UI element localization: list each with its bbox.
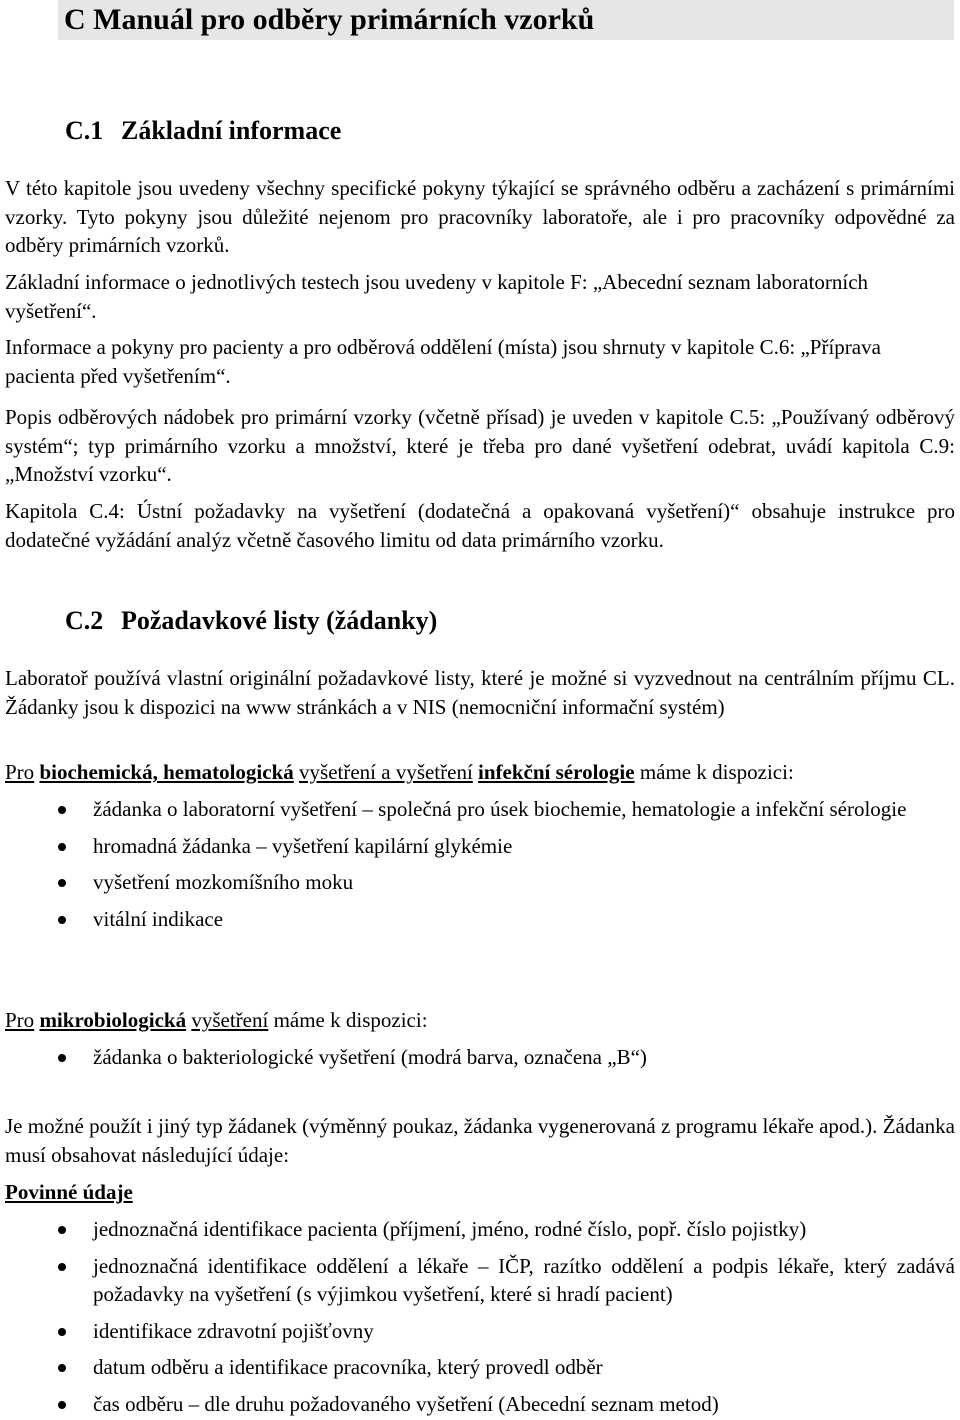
list-item [0,1215,955,1244]
list-item [0,1252,955,1309]
list-item-text: identifikace zdravotní pojišťovny [93,1318,374,1343]
section-title: Požadavkové listy (žádanky) [121,606,438,635]
micro-intro [5,1006,955,1035]
bullet-icon [58,1054,66,1062]
list-item [0,905,955,934]
section-heading-c2 [65,606,437,636]
bold-underlined-text: infekční sérologie [478,760,635,784]
underlined-text: vyšetření a vyšetření [299,760,473,784]
bullet-icon [58,843,66,851]
bullet-icon [58,1263,66,1271]
bullet-icon [58,1328,66,1336]
paragraph: Je možné použít i jiný typ žádanek (výměnný poukaz, žádanka vygenerovaná z programu lékaře apod.). Žádanka musí obsahovat následující údaje: [5,1114,955,1167]
bullet-icon [58,1401,66,1409]
paragraph: V této kapitole jsou uvedeny všechny specifické pokyny týkající se správného odběru a zacházení s primárními vzorky. Tyto pokyny jsou důležité nejenom pro pracovníky laboratoře, ale i pro pracovníky odpovědné za odběry primárních vzorků. [5,176,955,257]
bullet-icon [58,916,66,924]
plain-text: máme k dispozici: [273,1008,428,1032]
bold-underlined-text: mikrobiologická [39,1008,187,1032]
paragraph: Kapitola C.4: Ústní požadavky na vyšetření (dodatečná a opakovaná vyšetření)“ obsahuje instrukce pro dodatečné vyžádání analýz včetně časového limitu od data primárního vzorku. [5,499,955,552]
list-item [0,1353,955,1382]
underlined-text: Pro [5,1008,35,1032]
list-item-text: čas odběru – dle druhu požadovaného vyšetření (Abecední seznam metod) [93,1391,719,1416]
list-item-text: žádanka o laboratorní vyšetření – společná pro úsek biochemie, hematologie a infekční sérologie [93,797,907,821]
list-item-text: žádanka o bakteriologické vyšetření (modrá barva, označena „B“) [93,1045,647,1069]
list-item-text: datum odběru a identifikace pracovníka, který provedl odběr [93,1355,603,1379]
bullet-icon [58,1364,66,1372]
list-item [0,1317,955,1346]
plain-text: máme k dispozici: [639,760,794,784]
bullet-icon [58,879,66,887]
biochem-intro [5,758,955,787]
chapter-title-bar [58,0,954,40]
bullet-icon [58,1226,66,1234]
bullet-icon [58,806,66,814]
paragraph: Laboratoř používá vlastní originální požadavkové listy, které je možné si vyzvednout na centrálním příjmu CL. Žádanky jsou k dispozici na www stránkách a v NIS (nemocniční informační systém) [5,666,955,719]
list-item [0,1043,955,1072]
biochem-list [0,795,960,933]
mandatory-list [0,1215,960,1418]
bold-underlined-text: biochemická, hematologická [39,760,294,784]
list-item-text: hromadná žádanka – vyšetření kapilární glykémie [93,833,513,858]
list-item [0,868,955,897]
bold-underlined-text: Povinné údaje [5,1180,133,1204]
list-item [0,795,955,824]
list-item-text: vitální indikace [93,906,224,931]
list-item-text: vyšetření mozkomíšního moku [93,870,354,894]
section-heading-c1 [65,116,341,146]
list-item-text: jednoznačná identifikace oddělení a lékaře – IČP, razítko oddělení a podpis lékaře, který zadává požadavky na vyšetření (s výjimkou vyšetření, které si hradí pacient) [93,1253,955,1306]
list-item [0,1390,955,1419]
underlined-text: vyšetření [191,1008,269,1032]
list-item-text: jednoznačná identifikace pacienta (příjmení, jméno, rodné číslo, popř. číslo pojistky) [93,1217,807,1241]
mandatory-heading [5,1178,955,1207]
micro-list [0,1043,960,1072]
paragraph: Základní informace o jednotlivých testech jsou uvedeny v kapitole F: „Abecední seznam laboratorních vyšetření“. [5,270,869,323]
section-number: C.1 [65,116,104,145]
paragraph: Popis odběrových nádobek pro primární vzorky (včetně přísad) je uveden v kapitole C.5: „Používaný odběrový systém“; typ primárního vzorku a množství, které je třeba pro dané vyšetření odebrat, uvádí kapitola C.9: „Množství vzorku“. [5,405,955,486]
section-number: C.2 [65,606,104,635]
paragraph: Informace a pokyny pro pacienty a pro odběrová oddělení (místa) jsou shrnuty v kapitole C.6: „Příprava pacienta před vyšetřením“. [5,335,881,388]
chapter-title: C Manuál pro odběry primárních vzorků [64,3,595,36]
list-item [0,832,955,861]
underlined-text: Pro [5,760,35,784]
section-title: Základní informace [121,116,342,145]
